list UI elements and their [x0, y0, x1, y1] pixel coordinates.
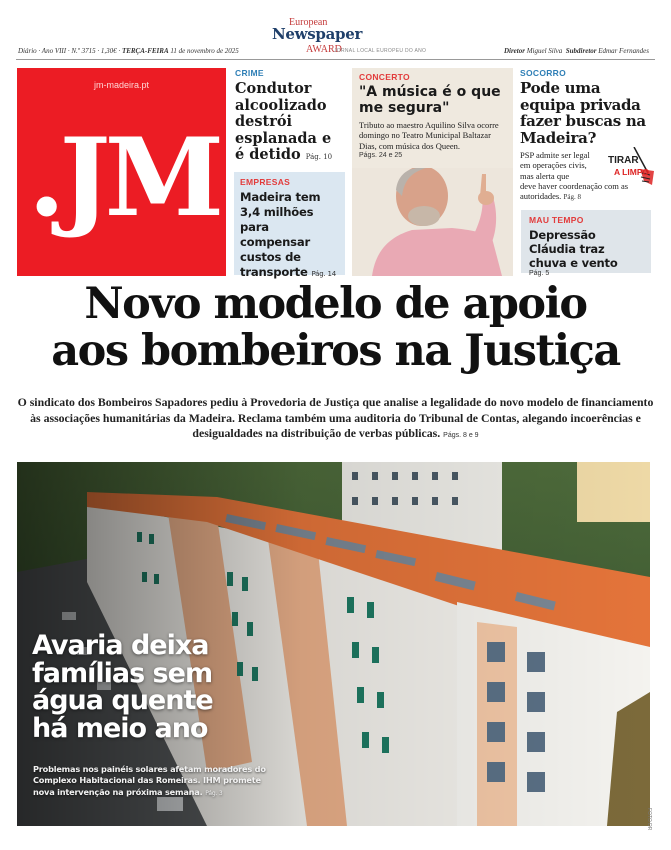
publication-date: 11 de novembro de 2025	[168, 47, 239, 55]
headline-empresas-text: Madeira tem 3,4 milhões para compensar custos de transporte	[240, 190, 321, 279]
photo-credit: FOTO DR	[646, 808, 652, 831]
award-line-newspaper: Newspaper	[272, 25, 363, 43]
page-ref: Págs. 8 e 9	[443, 432, 479, 439]
page-ref: Pág. 3	[205, 789, 223, 797]
headline-crime	[235, 81, 345, 166]
page-ref: Pág. 14	[311, 270, 337, 278]
award-line-european: European	[289, 17, 328, 28]
page-ref: Págs. 24 e 25	[359, 151, 403, 159]
main-headline-line-1: Novo modelo de apoio	[84, 279, 587, 329]
weekday: TERÇA-FEIRA	[121, 47, 169, 55]
photo-story-headline	[32, 632, 292, 742]
teaser-concerto[interactable]	[352, 68, 513, 276]
tirar-a-limpo-badge-icon	[604, 147, 654, 185]
headline-concerto: "A música é o que me segura"	[359, 84, 501, 116]
award-subtitle: JORNAL LOCAL EUROPEU DO ANO	[334, 48, 427, 54]
logo-mark: .JM	[27, 115, 219, 241]
photo-story-subtitle	[33, 764, 278, 799]
svg-text:A LIMPO: A LIMPO	[614, 167, 650, 177]
edition-number: Diário · Ano VIII · N.º 3715 · 1,30€ ·	[18, 47, 122, 55]
page-ref: Pág. 8	[563, 193, 581, 202]
award-line-award: AWARD	[306, 44, 342, 55]
headline-crime-text: Condutor alcoolizado destrói esplanada e é detido	[235, 80, 332, 163]
main-headline[interactable]	[0, 281, 671, 375]
body-concerto: Tributo ao maestro Aquilino Silva ocorre domingo no Teatro Municipal Baltazar Dias, com música dos Queen.	[359, 120, 499, 151]
headline-socorro: Pode uma equipa privada fazer buscas na Madeira?	[520, 79, 646, 147]
kicker-mau-tempo: MAU TEMPO	[529, 215, 584, 225]
kicker-empresas: EMPRESAS	[240, 177, 291, 187]
photo-headline-line-4: há meio ano	[32, 712, 208, 744]
main-story-lead	[14, 395, 657, 444]
teaser-mau-tempo[interactable]	[521, 210, 651, 277]
photo-headline-line-3: água quente	[32, 685, 213, 716]
body-socorro: PSP admite ser legal em operações civis, mas alerta que	[520, 150, 590, 181]
headline-empresas	[240, 190, 339, 282]
svg-text:TIRAR: TIRAR	[608, 155, 639, 166]
photo-headline-line-1: Avaria deixa	[32, 630, 209, 661]
european-newspaper-award-badge	[272, 17, 442, 59]
teaser-crime[interactable]	[235, 68, 345, 166]
kicker-crime: CRIME	[235, 68, 264, 78]
photo-subtitle-text: Problemas nos painéis solares afetam moradores do Complexo Habitacional das Romeiras. IHM promete nova intervenção na próxima semana.	[33, 764, 266, 797]
main-lead-text: O sindicato dos Bombeiros Sapadores pediu à Provedoria de Justiça que analise a legalidade do novo modelo de financiamento às associações humanitárias da Madeira. Reclama também uma auditoria do Tribunal de Contas, alegando incoerências e desigualdades na distribuição de verbas públicas.	[17, 395, 654, 440]
body-socorro-wide: deve haver coordenação com as autoridades.	[520, 180, 629, 202]
director-name: Miguel Silva	[526, 47, 563, 55]
teaser-empresas[interactable]	[234, 172, 345, 279]
photo-headline-line-2: famílias sem	[32, 657, 213, 689]
edition-info	[18, 47, 239, 55]
jm-logo[interactable]	[17, 68, 226, 276]
main-headline-line-2: aos bombeiros na Justiça	[51, 326, 620, 376]
photo-story[interactable]	[17, 462, 650, 826]
page-ref: Pág. 5	[529, 270, 550, 277]
subdirector-name: Edmar Fernandes	[598, 47, 649, 55]
subdirector-label: Subdiretor	[565, 47, 597, 55]
editorial-staff	[504, 47, 649, 55]
masthead	[0, 0, 671, 62]
headline-mau-tempo: Depressão Cláudia traz chuva e vento	[529, 228, 618, 270]
director-label: Diretor	[503, 47, 525, 55]
logo-url: jm-madeira.pt	[93, 80, 149, 90]
kicker-socorro: SOCORRO	[520, 68, 567, 78]
page-ref: Pág. 10	[305, 153, 333, 161]
maestro-portrait-photo	[352, 168, 513, 276]
masthead-divider	[16, 59, 655, 60]
kicker-concerto: CONCERTO	[359, 72, 410, 82]
